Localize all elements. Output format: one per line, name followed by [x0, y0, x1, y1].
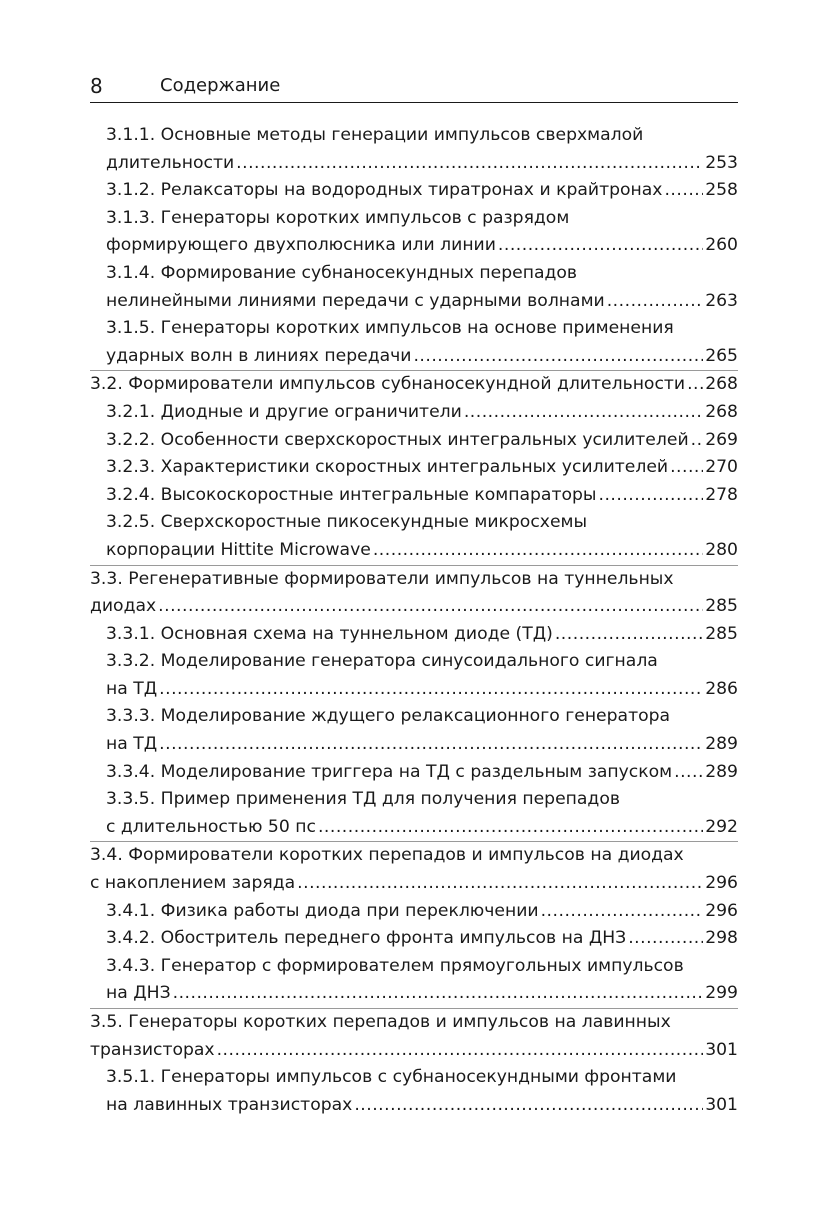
toc-entry[interactable]: [90, 925, 738, 953]
toc-entry-title-line: 3.4. Формирователи коротких перепадов и импульсов на диодах: [90, 845, 684, 866]
toc-page-number: 286: [705, 678, 738, 699]
toc-entry-line: [90, 1037, 738, 1065]
toc-entry-line: [106, 898, 738, 926]
toc-page-number: 278: [705, 484, 738, 505]
toc-entry-line: [90, 593, 738, 621]
toc-entry[interactable]: [90, 621, 738, 649]
toc-page-number: 280: [705, 539, 738, 560]
toc-entry-title-line: 3.2.5. Сверхскоростные пикосекундные микросхемы: [106, 512, 588, 533]
toc-page-number: 298: [705, 928, 738, 949]
toc-page-number: 263: [705, 290, 738, 311]
toc-entry[interactable]: [90, 703, 738, 758]
toc-entry-title-line: 3.1.1. Основные методы генерации импульсов сверхмалой: [106, 125, 644, 145]
toc-entry-title: 3.4.1. Физика работы диода при переключении: [106, 900, 539, 921]
toc-entry-title: длительности: [106, 152, 235, 173]
toc-entry-title: 3.4.2. Обостритель переднего фронта импульсов на ДНЗ: [106, 928, 627, 949]
dot-leader: [464, 399, 703, 427]
toc-entry[interactable]: [90, 648, 738, 703]
dot-leader: [598, 482, 703, 510]
toc-page-number: 299: [705, 983, 738, 1004]
toc-entry-title: диодах: [90, 596, 157, 617]
toc-entry-title-line: 3.4.3. Генератор с формирователем прямоугольных импульсов: [106, 955, 684, 976]
toc-entry-title: на ТД: [106, 734, 158, 755]
toc-entry-title: 3.2.4. Высокоскоростные интегральные компараторы: [106, 484, 597, 505]
toc-page-number: 292: [705, 816, 738, 837]
dot-leader: [159, 731, 703, 759]
toc-entry[interactable]: [90, 1064, 738, 1119]
toc-entry-title: транзисторах: [90, 1039, 215, 1060]
toc-entry-title-line: 3.1.5. Генераторы коротких импульсов на основе применения: [106, 318, 674, 339]
dot-leader: [159, 676, 703, 704]
toc-entry-title: корпорации Hittite Microwave: [106, 539, 371, 560]
toc-entry-line: [106, 399, 738, 427]
toc-entry-title-line: 3.1.4. Формирование субнаносекундных перепадов: [106, 262, 578, 283]
toc-entry[interactable]: [90, 177, 738, 205]
toc-entry-line: [106, 150, 738, 178]
running-header: [90, 70, 738, 103]
toc-entry-line: [106, 1092, 738, 1120]
toc-entry-title: формирующего двухполюсника или линии: [106, 235, 496, 256]
toc-entry-line: [106, 621, 738, 649]
toc-entry-title-line: 3.5. Генераторы коротких перепадов и импульсов на лавинных: [90, 1012, 671, 1032]
dot-leader: [318, 814, 703, 842]
toc-page-number: 268: [705, 374, 738, 395]
toc-entry-title-line: 3.3.3. Моделирование ждущего релаксационного генератора: [106, 706, 671, 727]
toc-entry-line: [106, 731, 738, 759]
toc-page-number: 285: [705, 623, 738, 644]
dot-leader: [607, 288, 703, 316]
page-number: 8: [90, 74, 103, 98]
dot-leader: [297, 870, 703, 898]
toc-entry-line: [106, 482, 738, 510]
dot-leader: [670, 454, 703, 482]
toc-entry[interactable]: [90, 315, 738, 370]
toc-entry[interactable]: [90, 759, 738, 787]
toc-entry-title: 3.3.1. Основная схема на туннельном диоде (ТД): [106, 623, 553, 644]
dot-leader: [555, 621, 703, 649]
toc-entry-title: 3.2.2. Особенности сверхскоростных интегральных усилителей: [106, 429, 689, 450]
dot-leader: [687, 371, 703, 399]
toc-entry-line: [106, 288, 738, 316]
dot-leader: [498, 232, 703, 260]
toc-entry-title: 3.2.3. Характеристики скоростных интегральных усилителей: [106, 457, 669, 478]
toc-entry-line: [106, 759, 738, 787]
dot-leader: [691, 427, 704, 455]
toc-page-number: 265: [705, 345, 738, 366]
toc-page-number: 301: [705, 1039, 738, 1060]
toc-entry-title: на ТД: [106, 678, 158, 699]
dot-leader: [173, 980, 704, 1008]
toc-entry[interactable]: [90, 370, 738, 399]
toc-page-number: 285: [705, 596, 738, 617]
toc-entry[interactable]: [90, 786, 738, 841]
toc-entry[interactable]: [90, 122, 738, 177]
toc-entry[interactable]: [90, 260, 738, 315]
toc-page-number: 268: [705, 401, 738, 422]
dot-leader: [541, 898, 704, 926]
toc-entry-line: [90, 870, 738, 898]
toc-entry-line: [106, 814, 738, 842]
toc-entry-title: 3.2.1. Диодные и другие ограничители: [106, 401, 462, 422]
dot-leader: [373, 537, 703, 565]
toc-page-number: 269: [705, 429, 738, 450]
toc-entry-line: [106, 925, 738, 953]
toc-entry[interactable]: [90, 1008, 738, 1064]
toc-entry-line: [106, 980, 738, 1008]
toc-page-number: 301: [705, 1094, 738, 1115]
toc-entry-title: 3.2. Формирователи импульсов субнаносекундной длительности: [90, 374, 686, 395]
toc-entry-title: 3.3.4. Моделирование триггера на ТД с раздельным запуском: [106, 761, 673, 782]
dot-leader: [354, 1092, 703, 1120]
dot-leader: [158, 593, 703, 621]
table-of-contents: [90, 122, 738, 1119]
toc-entry-line: [106, 343, 738, 371]
toc-entry[interactable]: [90, 454, 738, 482]
toc-entry-title: на лавинных транзисторах: [106, 1094, 353, 1115]
toc-entry[interactable]: [90, 509, 738, 564]
dot-leader: [413, 343, 703, 371]
toc-entry-line: [106, 537, 738, 565]
toc-entry-line: [106, 427, 738, 455]
toc-entry-line: [90, 371, 738, 399]
toc-page-number: 258: [705, 180, 738, 201]
toc-entry-line: [106, 454, 738, 482]
toc-entry[interactable]: [90, 953, 738, 1008]
toc-entry[interactable]: [90, 482, 738, 510]
running-title: Содержание: [160, 75, 281, 96]
dot-leader: [236, 150, 703, 178]
toc-page-number: 296: [705, 900, 738, 921]
toc-entry[interactable]: [90, 565, 738, 621]
toc-page-number: 289: [705, 761, 738, 782]
toc-entry-title: 3.1.2. Релаксаторы на водородных тиратронах и крайтронах: [106, 180, 663, 201]
toc-entry[interactable]: [90, 399, 738, 427]
toc-entry-title: на ДНЗ: [106, 983, 171, 1004]
toc-page-number: 270: [705, 457, 738, 478]
toc-page-number: 260: [705, 235, 738, 256]
dot-leader: [217, 1037, 704, 1065]
toc-page-number: 296: [705, 873, 738, 894]
toc-entry[interactable]: [90, 841, 738, 897]
toc-page-number: 289: [705, 734, 738, 755]
toc-entry-line: [106, 232, 738, 260]
toc-entry-title: с длительностью 50 пс: [106, 816, 316, 837]
toc-page-number: 253: [705, 152, 738, 173]
dot-leader: [664, 177, 703, 205]
toc-entry-title: нелинейными линиями передачи с ударными волнами: [106, 290, 605, 311]
toc-entry-title-line: 3.1.3. Генераторы коротких импульсов с разрядом: [106, 207, 570, 228]
toc-entry-title-line: 3.3. Регенеративные формирователи импульсов на туннельных: [90, 568, 674, 589]
toc-entry[interactable]: [90, 205, 738, 260]
toc-entry[interactable]: [90, 898, 738, 926]
toc-entry[interactable]: [90, 427, 738, 455]
toc-entry-line: [106, 676, 738, 704]
toc-entry-title-line: 3.5.1. Генераторы импульсов с субнаносекундными фронтами: [106, 1067, 677, 1088]
toc-entry-line: [106, 177, 738, 205]
toc-entry-title: с накоплением заряда: [90, 873, 296, 894]
dot-leader: [628, 925, 703, 953]
toc-entry-title-line: 3.3.5. Пример применения ТД для получения перепадов: [106, 789, 620, 810]
toc-entry-title-line: 3.3.2. Моделирование генератора синусоидального сигнала: [106, 651, 658, 672]
dot-leader: [674, 759, 703, 787]
toc-entry-title: ударных волн в линиях передачи: [106, 345, 412, 366]
